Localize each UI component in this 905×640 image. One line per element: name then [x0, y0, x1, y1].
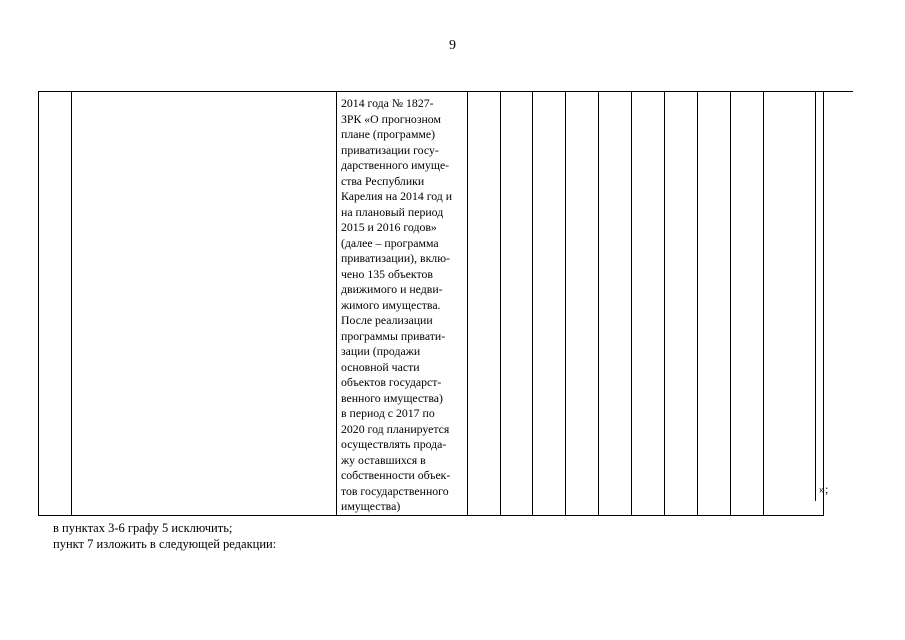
text-line: тов государственного [341, 483, 449, 498]
table-cell-col2 [72, 92, 337, 516]
table-row [39, 92, 824, 516]
table-cell-col7 [566, 92, 599, 516]
text-line: движимого и недви- [341, 282, 443, 296]
table-cell-col8 [599, 92, 632, 516]
text-line: Карелия на 2014 год и [341, 189, 453, 203]
instruction-line: в пунктах 3-6 графу 5 исключить; [53, 521, 233, 535]
instruction-line: пункт 7 изложить в следующей редакции: [53, 537, 277, 551]
closing-quote-mark: »; [819, 482, 829, 496]
text-line: 2014 года № 1827- [341, 96, 434, 110]
text-line: жимого имущества. [341, 297, 441, 312]
text-line: имущества) [341, 499, 401, 513]
table-cell-col6 [533, 92, 566, 516]
text-line: (далее – программа [341, 235, 439, 250]
table-cell-col9 [632, 92, 665, 516]
table-cell-col10 [665, 92, 698, 516]
table-cell-col5 [501, 92, 533, 516]
text-line: дарственного имуще- [341, 158, 450, 172]
amendment-instructions [53, 520, 276, 552]
text-line: 2015 и 2016 годов» [341, 220, 437, 234]
table-trailing-column [815, 91, 853, 501]
text-line: на плановый период [341, 204, 444, 219]
text-line: приватизации госу- [341, 142, 439, 157]
text-line: в период с 2017 по [341, 406, 435, 420]
page-number: 9 [449, 38, 456, 53]
text-line: ЗРК «О прогнозном [341, 111, 441, 126]
table-cell-col1 [39, 92, 72, 516]
text-line: объектов государст- [341, 375, 442, 389]
text-line: собственности объек- [341, 468, 451, 482]
text-line: зации (продажи [341, 344, 421, 358]
text-line: приватизации), вклю- [341, 251, 450, 265]
text-line: После реализации [341, 313, 433, 327]
table-cell-col12 [731, 92, 764, 516]
text-line: 2020 год планируется [341, 421, 450, 436]
table-cell-col4 [468, 92, 501, 516]
text-line: основной части [341, 359, 420, 374]
text-line: венного имущества) [341, 390, 443, 405]
text-line: ства Республики [341, 173, 425, 188]
text-line: осуществлять прода- [341, 437, 447, 451]
text-line: плане (программе) [341, 127, 436, 141]
amendment-table [38, 91, 824, 516]
text-line: программы привати- [341, 328, 446, 343]
text-line: жу оставшихся в [341, 452, 426, 467]
table-cell-description [337, 92, 468, 516]
text-line: чено 135 объектов [341, 266, 433, 281]
table-cell-col11 [698, 92, 731, 516]
